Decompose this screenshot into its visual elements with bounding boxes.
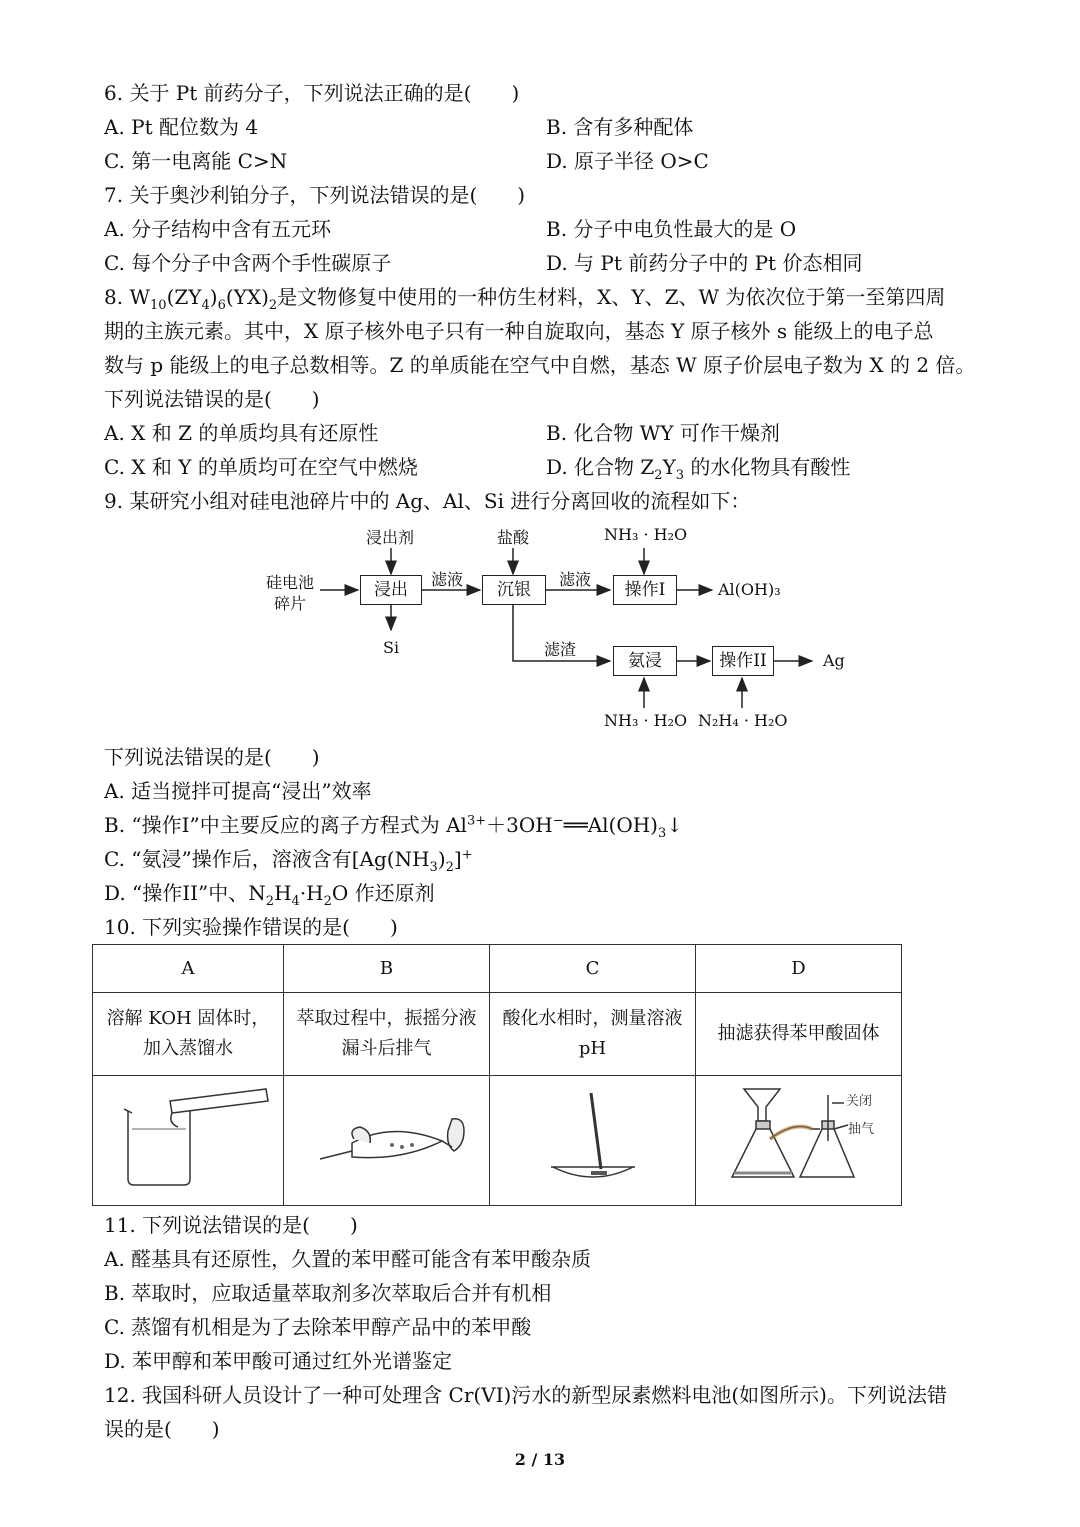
q11-option-c: C. 蒸馏有机相是为了去除苯甲醇产品中的苯甲酸 — [104, 1315, 532, 1339]
table-cell-c-figure — [490, 1076, 696, 1206]
q9-option-a: A. 适当搅拌可提高“浸出”效率 — [104, 779, 372, 803]
table-header-b: B — [284, 945, 490, 993]
q7-option-c: C. 每个分子中含两个手性碳原子 — [104, 251, 392, 275]
table-header-a: A — [93, 945, 284, 993]
q9-option-c: C. “氨浸”操作后，溶液含有$[Ag(NH_3)_2]^+$ — [104, 847, 473, 875]
suction-filtration-figure — [704, 1081, 894, 1191]
q8-option-b: B. 化合物 WY 可作干燥剂 — [546, 421, 780, 445]
flow-aloh3: Al(OH)₃ — [718, 580, 781, 599]
table-header-d: D — [696, 945, 902, 993]
q11-option-b: B. 萃取时，应取适量萃取剂多次萃取后合并有机相 — [104, 1281, 552, 1305]
q7-stem: 7. 关于奥沙利铂分子，下列说法错误的是( ) — [104, 183, 526, 207]
q8-stem-line1: 8. $W_{10}(ZY_4)_6(YX)_2$是文物修复中使用的一种仿生材料，X、Y、Z、W 为依次位于第一至第四周 — [104, 285, 946, 313]
q10-experiment-table — [92, 944, 902, 1206]
q6-option-d: D. 原子半径 O>C — [546, 149, 709, 173]
q8-stem-line3: 数与 p 能级上的电子总数相等。Z 的单质能在空气中自燃，基态 W 原子价层电子数为 X 的 2 倍。 — [104, 353, 976, 377]
flow-input-line1: 硅电池 — [266, 573, 315, 592]
table-cell-a-text: 溶解 KOH 固体时， 加入蒸馏水 — [93, 993, 284, 1076]
label-suction: 抽气 — [847, 1121, 874, 1137]
table-cell-a-figure — [93, 1076, 284, 1206]
flow-box-op1: 操作I — [613, 575, 677, 605]
q12-stem-line2: 误的是( ) — [104, 1417, 220, 1441]
q9-stem2: 下列说法错误的是( ) — [104, 745, 320, 769]
q6-option-b: B. 含有多种配体 — [546, 115, 694, 139]
table-cell-c-text: 酸化水相时，测量溶液 pH — [490, 993, 696, 1076]
flow-si: Si — [383, 638, 400, 657]
table-cell-b-text: 萃取过程中，振摇分液 漏斗后排气 — [284, 993, 490, 1076]
beaker-pouring-figure — [98, 1081, 278, 1191]
q11-option-a: A. 醛基具有还原性，久置的苯甲醛可能含有苯甲酸杂质 — [104, 1247, 592, 1271]
q8-stem-line2: 期的主族元素。其中，X 原子核外电子只有一种自旋取向，基态 Y 原子核外 s 能级上的电子总 — [104, 319, 934, 343]
flow-n2h4: N₂H₄ · H₂O — [698, 711, 788, 730]
q9-option-b: B. “操作I”中主要反应的离子方程式为 $Al^{3+}+3OH^-══Al(OH)_3↓$ — [104, 813, 684, 841]
flow-input-line2: 碎片 — [274, 594, 307, 613]
q8-option-c: C. X 和 Y 的单质均可在空气中燃烧 — [104, 455, 418, 479]
q8-option-a: A. X 和 Z 的单质均具有还原性 — [104, 421, 379, 445]
q6-stem: 6. 关于 Pt 前药分子，下列说法正确的是( ) — [104, 81, 520, 105]
q6-option-a: A. Pt 配位数为 4 — [104, 115, 259, 139]
flow-box-op2: 操作II — [712, 646, 774, 676]
table-cell-d-figure — [696, 1076, 902, 1206]
q10-stem: 10. 下列实验操作错误的是( ) — [104, 915, 398, 939]
q6-option-c: C. 第一电离能 C>N — [104, 149, 288, 173]
flow-leach-agent: 浸出剂 — [366, 528, 415, 547]
flow-ag: Ag — [823, 651, 845, 670]
q9-flowchart-arrows — [0, 0, 1080, 760]
page-number: 2 / 13 — [514, 1450, 566, 1469]
label-close: 关闭 — [845, 1093, 872, 1109]
flow-box-ammonia-leach: 氨浸 — [613, 646, 677, 676]
flow-box-ag-precip: 沉银 — [482, 575, 546, 605]
q12-stem-line1: 12. 我国科研人员设计了一种可处理含 Cr(VI)污水的新型尿素燃料电池(如图所示)。下列说法错 — [104, 1383, 947, 1407]
q8-stem-line4: 下列说法错误的是( ) — [104, 387, 320, 411]
q11-stem: 11. 下列说法错误的是( ) — [104, 1213, 358, 1237]
q7-option-b: B. 分子中电负性最大的是 O — [546, 217, 797, 241]
q11-option-d: D. 苯甲醇和苯甲酸可通过红外光谱鉴定 — [104, 1349, 453, 1373]
q9-stem: 9. 某研究小组对硅电池碎片中的 Ag、Al、Si 进行分离回收的流程如下： — [104, 489, 751, 513]
flow-filtrate2: 滤液 — [559, 570, 592, 589]
ph-measure-dish-figure — [503, 1081, 683, 1191]
flow-filtrate1: 滤液 — [431, 570, 464, 589]
table-cell-d-text: 抽滤获得苯甲酸固体 — [696, 993, 902, 1076]
q8-option-d: D. 化合物 $Z_2Y_3$ 的水化物具有酸性 — [546, 455, 851, 483]
flow-box-leach: 浸出 — [360, 575, 422, 605]
flow-hcl: 盐酸 — [497, 528, 530, 547]
table-header-c: C — [490, 945, 696, 993]
q7-option-d: D. 与 Pt 前药分子中的 Pt 价态相同 — [546, 251, 863, 275]
flow-nh3-top: NH₃ · H₂O — [604, 525, 688, 544]
table-cell-b-figure — [284, 1076, 490, 1206]
q9-option-d: D. “操作II”中、$N_2H_4\cdot H_2O$ 作还原剂 — [104, 881, 435, 909]
separatory-funnel-figure — [292, 1081, 482, 1191]
flow-residue: 滤渣 — [544, 640, 577, 659]
q7-option-a: A. 分子结构中含有五元环 — [104, 217, 332, 241]
flow-nh3-bottom: NH₃ · H₂O — [604, 711, 688, 730]
